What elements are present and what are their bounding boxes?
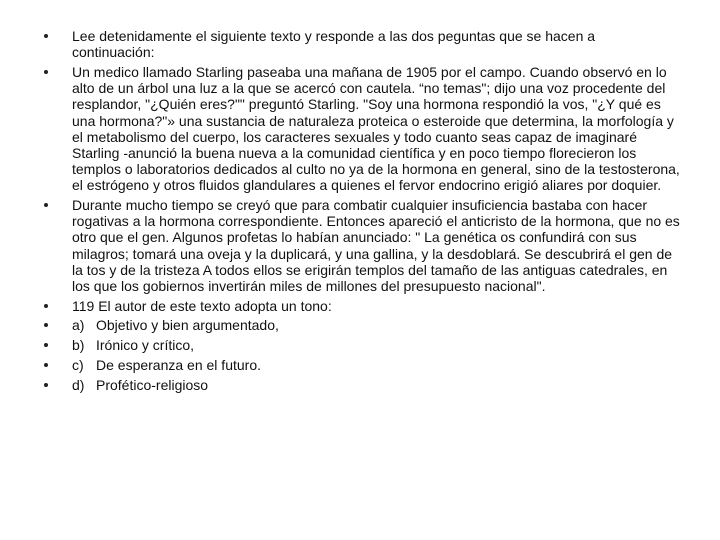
bullet-icon — [44, 343, 48, 347]
instruction-text: Lee detenidamente el siguiente texto y responde a las dos peguntas que se hacen a continuación: — [72, 28, 596, 61]
answer-option — [40, 337, 680, 353]
passage-paragraph: Un medico llamado Starling paseaba una mañana de 1905 por el campo. Cuando observó en lo alto de un árbol una luz a la que se acercó con cautela. “no temas"; dijo una voz procedente del resplandor, "¿Quién eres?"" preguntó Starling. "Soy una hormona respondió la vos, "¿Y qué es una hormona?"» una sustancia de naturaleza proteica o esteroide que determina, la morfología y el metabolismo del cuerpo, los caracteres sexuales y todo cuanto seas capaz de imaginaré Starling -anunció la buena nueva a la comunidad científica y en poco tiempo florecieron los templos o laboratorios dedicados al culto no ya de la hormona en general, sino de la testosterona, el estrógeno y otros fluidos glandulares a quienes el fervor endocrino erigió aliares por doquier. — [72, 63, 680, 194]
answer-option — [40, 377, 680, 393]
question-text: 119 El autor de este texto adopta un tono: — [72, 297, 332, 314]
option-letter: b) — [72, 337, 85, 354]
option-text: Objetivo y bien argumentado, — [96, 317, 279, 334]
passage-paragraph: Durante mucho tiempo se creyó que para combatir cualquier insuficiencia bastaba con hacer rogativas a la hormona correspondiente. Entonces apareció el anticristo de la hormona, que no es otro que el gen. Algunos profetas lo habían anunciado: " La genética os confundirá con sus milagros; tomará una oveja y la duplicará, y una gallina, y la desdoblará. Se descubrirá el gen de la tos y de la tristeza A todos ellos se erigirán templos del tamaño de las antiguas catedrales, en los que los gobiernos invertirán miles de millones del presupuesto nacional". — [72, 197, 680, 295]
bullet-icon — [44, 323, 48, 327]
list-item — [40, 28, 680, 60]
bullet-icon — [44, 203, 48, 207]
option-text: De esperanza en el futuro. — [96, 356, 261, 373]
option-text: Profético-religioso — [96, 376, 209, 393]
option-letter: c) — [72, 356, 84, 373]
bullet-icon — [44, 34, 48, 38]
bullet-icon — [44, 363, 48, 367]
answer-option — [40, 317, 680, 333]
bullet-list — [40, 28, 680, 393]
bullet-icon — [44, 70, 48, 74]
option-letter: d) — [72, 376, 85, 393]
option-text: Irónico y crítico, — [96, 337, 195, 354]
list-item — [40, 197, 680, 294]
answer-option — [40, 357, 680, 373]
bullet-icon — [44, 383, 48, 387]
list-item — [40, 64, 680, 194]
option-letter: a) — [72, 317, 85, 334]
bullet-icon — [44, 304, 48, 308]
list-item — [40, 298, 680, 314]
